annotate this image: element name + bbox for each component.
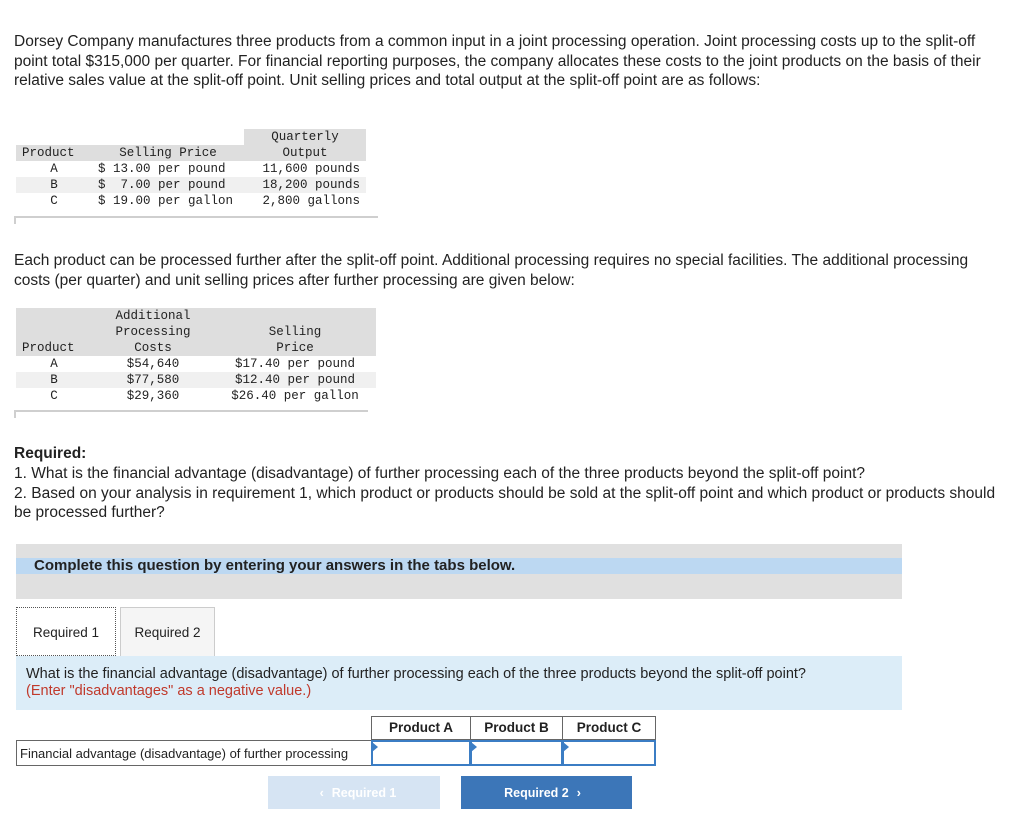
table-row: B $ 7.00 per pound 18,200 pounds xyxy=(16,177,366,193)
splitoff-table xyxy=(16,129,366,209)
table-row: B $77,580 $12.40 per pound xyxy=(16,372,376,388)
tab-required-2[interactable]: Required 2 xyxy=(120,607,215,656)
instructions-banner xyxy=(16,544,902,599)
prev-tab-button[interactable] xyxy=(268,776,440,809)
further-processing-paragraph: Each product can be processed further after the split-off point. Additional processing requires no special facilities. The additional processing costs (per quarter) and unit selling prices after further processing are given below: xyxy=(14,252,969,289)
input-flag-icon xyxy=(372,742,378,752)
intro-paragraph: Dorsey Company manufactures three products from a common input in a joint processing operation. Joint processing costs up to the split-off point total $315,000 per quarter. For financial reporting purposes, the company allocates these costs to the joint products on the basis of their relative sales value at the split-off point. Unit selling prices and total output at the split-off point are as follows: xyxy=(14,33,981,89)
answer-col-header-a: Product A xyxy=(371,716,471,740)
col-header-product: Product xyxy=(16,145,92,161)
next-tab-label: Required 2 xyxy=(504,785,569,800)
prev-tab-label: Required 1 xyxy=(331,785,397,800)
question-note: (Enter "disadvantages" as a negative value.) xyxy=(26,683,312,699)
required-list xyxy=(14,464,1004,523)
table-row: C $ 19.00 per gallon 2,800 gallons xyxy=(50,194,360,208)
banner-text: Complete this question by entering your answers in the tabs below. xyxy=(34,557,516,574)
list-item: 1. What is the financial advantage (disadvantage) of further processing each of the three products beyond the split-off point? xyxy=(14,465,866,482)
table-row: A $54,640 $17.40 per pound xyxy=(50,357,356,371)
product-b-answer-input[interactable] xyxy=(470,740,563,766)
input-flag-icon xyxy=(563,742,569,752)
table-divider-tick xyxy=(14,410,16,418)
answer-col-header-b: Product B xyxy=(470,716,563,740)
table-row: C $29,360 $26.40 per gallon xyxy=(50,389,359,403)
input-flag-icon xyxy=(471,742,477,752)
table-divider xyxy=(14,410,368,412)
chevron-right-icon: › xyxy=(576,785,581,800)
question-text: What is the financial advantage (disadvantage) of further processing each of the three products beyond the split-off point? xyxy=(26,666,806,682)
col-header-price: Selling Price xyxy=(92,145,244,161)
col-header-price: Price xyxy=(214,340,376,356)
product-c-answer-input[interactable] xyxy=(562,740,656,766)
answer-row-label: Financial advantage (disadvantage) of further processing xyxy=(16,740,371,766)
product-a-answer-input[interactable] xyxy=(371,740,471,766)
table-divider-tick xyxy=(14,216,16,224)
answer-col-header-c: Product C xyxy=(562,716,656,740)
chevron-left-icon: ‹ xyxy=(319,785,324,800)
table-row: A $ 13.00 per pound 11,600 pounds xyxy=(50,162,360,176)
table-divider xyxy=(14,216,378,218)
col-header-costs: Costs xyxy=(92,340,214,356)
col-header-output: Output xyxy=(244,145,366,161)
further-processing-table: Additional Processing Selling Product Costs Price A $54,640 $17.40 per pound B $77,580 $12.40 per pound C $29,360 $26.40 per gallon xyxy=(16,308,376,404)
required-heading: Required: xyxy=(14,445,87,462)
question-panel xyxy=(16,656,902,710)
tab-required-1[interactable]: Required 1 xyxy=(16,607,116,656)
col-header-output-top: Quarterly xyxy=(244,129,366,145)
col-header-product: Product xyxy=(16,340,92,356)
list-item: 2. Based on your analysis in requirement 1, which product or products should be sold at the split-off point and which product or products should be processed further? xyxy=(14,484,996,521)
next-tab-button[interactable] xyxy=(461,776,632,809)
